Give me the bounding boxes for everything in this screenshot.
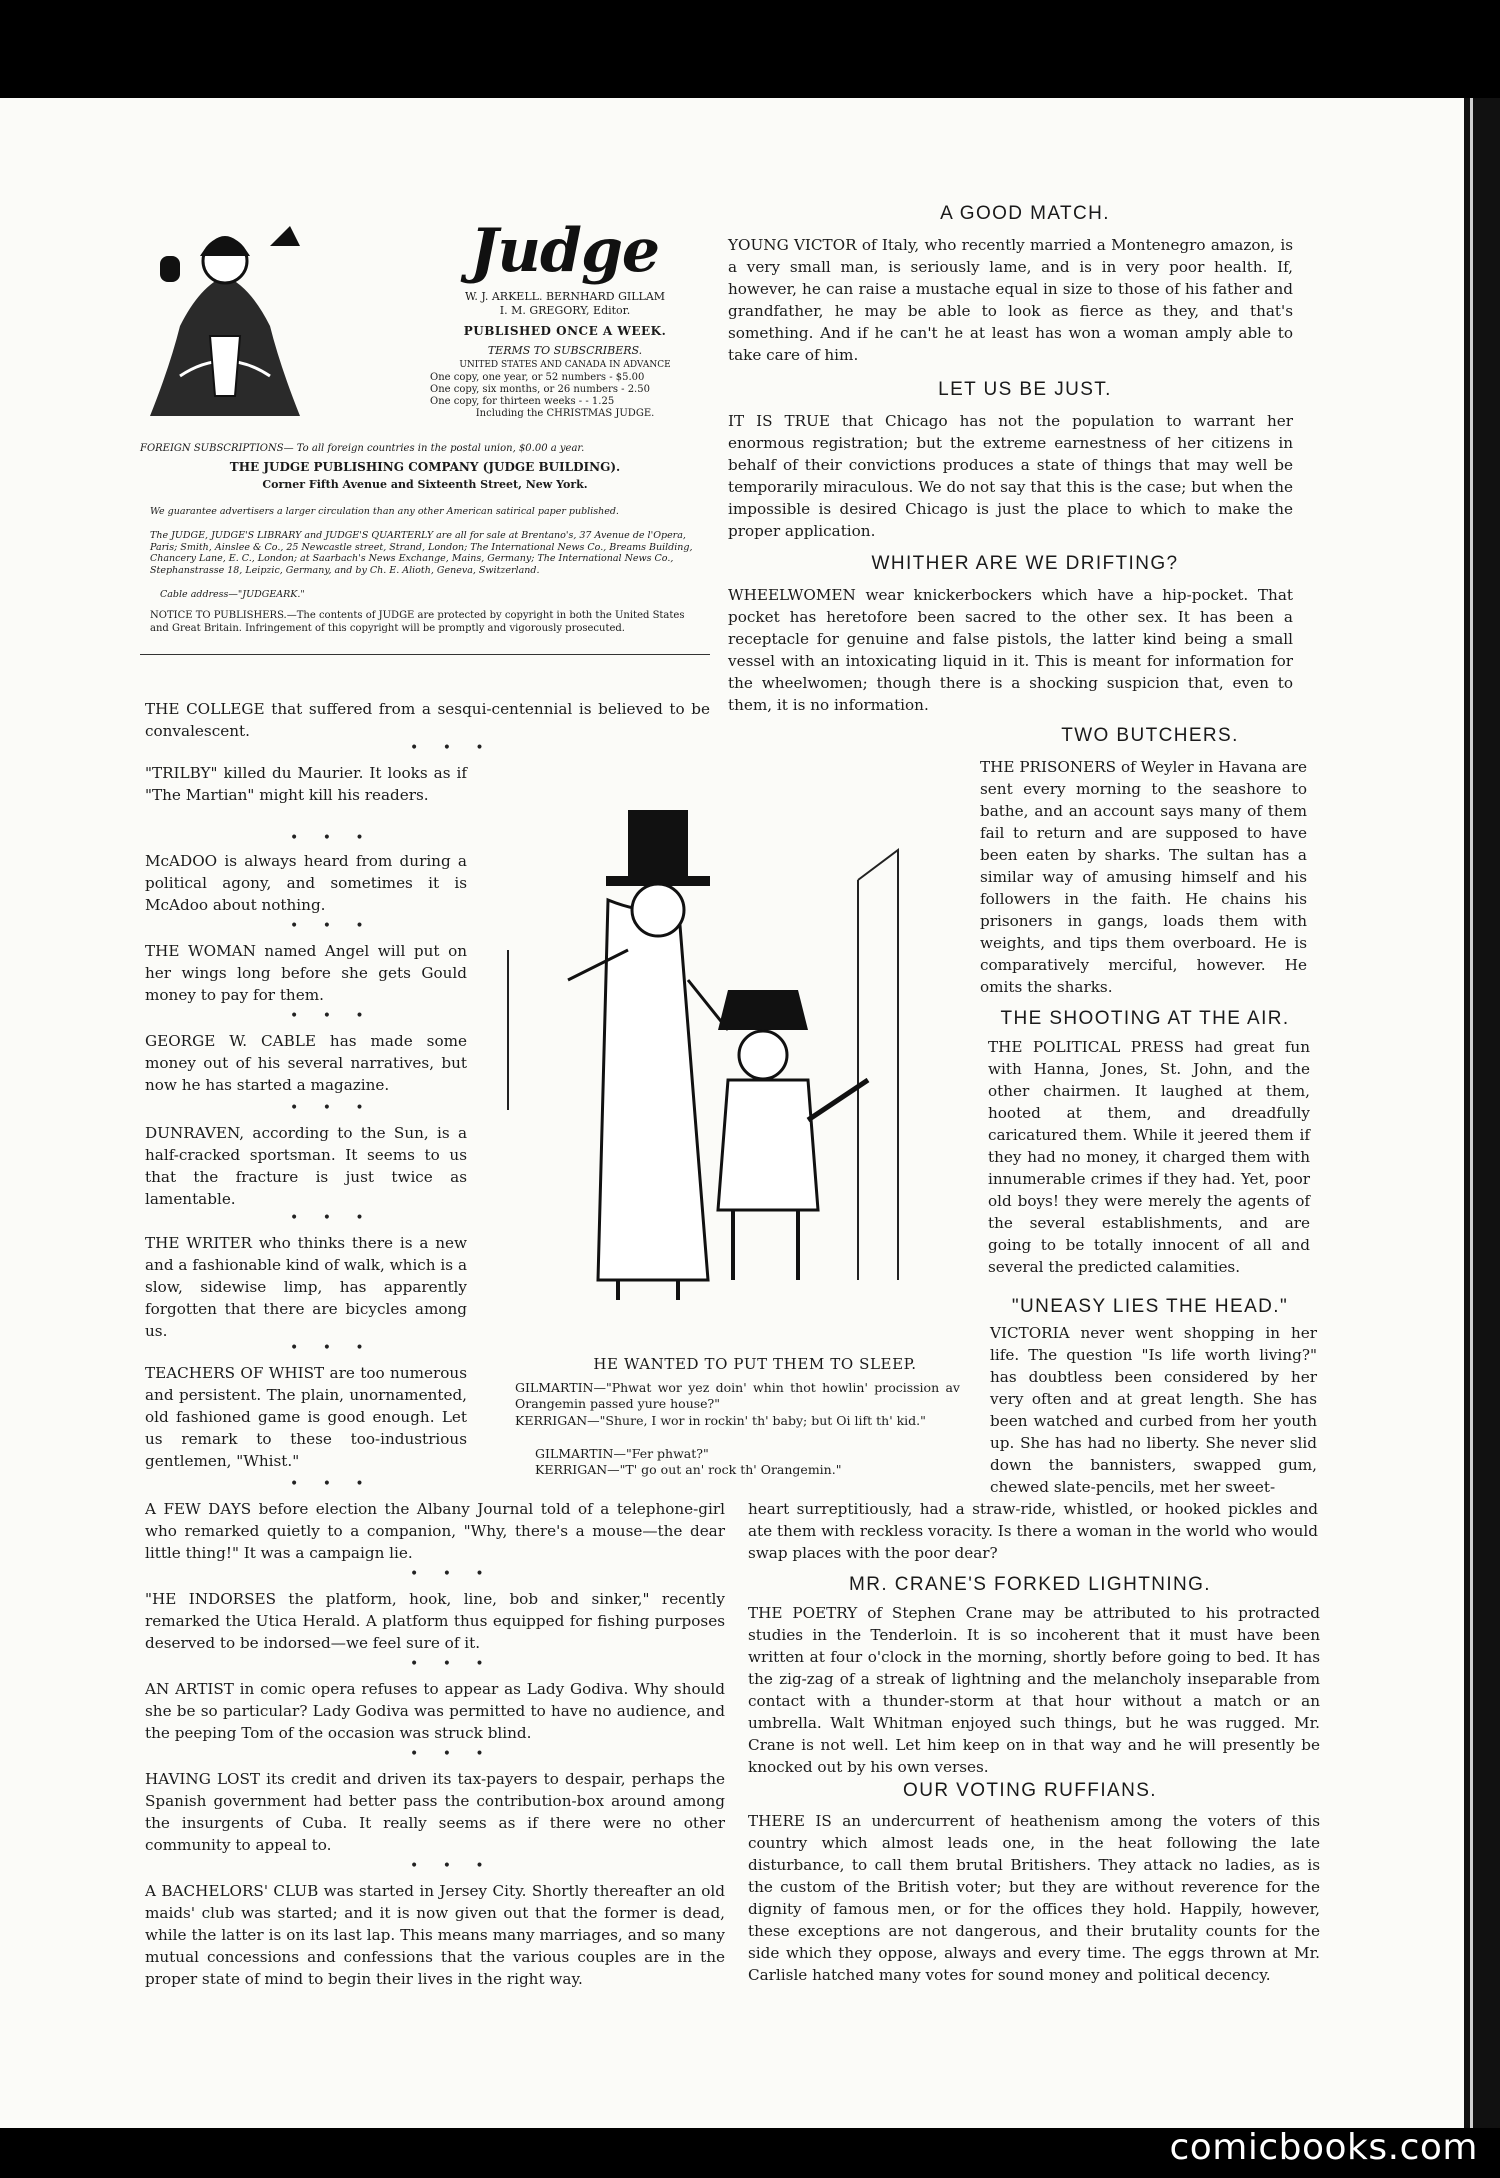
separator-stars: • • • [410,1656,494,1672]
masthead [140,210,710,680]
para-george-cable: GEORGE W. CABLE has made some money out of his several narratives, but now he has started a magazine. [145,1032,467,1094]
watermark-text: comicbooks.com [1169,2127,1478,2168]
heading-shooting-at-air: THE SHOOTING AT THE AIR. [1000,1008,1290,1029]
para-teachers-of-whist: TEACHERS OF WHIST are too numerous and persistent. The plain, unornamented, old fashioned game is good enough. Let us remark to these too-industrious gentlemen, "Whist." [145,1364,467,1470]
text-a-good-match: YOUNG VICTOR of Italy, who recently married a Montenegro amazon, is a very small man, is seriously lame, and is in very poor health. If, however, he can raise a mustache equal in size to those of his father and grandfather, he may be able to look as fierce as they, and that's something. And if he can't he at least has won a woman amply able to take care of him. [728,236,1293,364]
heading-uneasy-lies-the-head: "UNEASY LIES THE HEAD." [1011,1296,1289,1317]
separator-stars: • • • [290,830,374,846]
circulation-guarantee: We guarantee advertisers a larger circulation than any other American satirical paper published. [150,506,619,517]
heading-crane-forked-lightning: MR. CRANE'S FORKED LIGHTNING. [849,1574,1211,1595]
text-voting-ruffians: THERE IS an undercurrent of heathenism among the voters of this country which almost leads one, in the heat following the late disturbance, to call them brutal Britishers. They attack no ladies, as is the custom of the British voter; but they are without reverence for the dignity of famous men, or for the offices they hold. Happily, however, these exceptions are not dangerous, and their brutality counts for the side which they oppose, always and every time. The eggs thrown at Mr. Carlisle hatched many votes for sound money and political decency. [748,1812,1320,1984]
para-having-lost: HAVING LOST its credit and driven its tax-payers to despair, perhaps the Spanish government had better pass the contribution-box around among the insurgents of Cuba. It really seems as if there were no other community to appeal to. [145,1770,725,1854]
terms-line-4: Including the CHRISTMAS JUDGE. [475,408,655,419]
foreign-subscriptions: FOREIGN SUBSCRIPTIONS— To all foreign countries in the postal union, $0.00 a year. [140,443,585,454]
sales-agents: The JUDGE, JUDGE'S LIBRARY and JUDGE'S QUARTERLY are all for sale at Brentano's, 37 Avenue de l'Opera, Paris; Smith, Ainslee & Co., 25 Newcastle street, Strand, London; The International News Co., Breams Building, Chancery Lane, E. C., London; at Saarbach's News Exchange, Mains, Germany; The International News Co., Stephanstrasse 18, Leipzic, Germany, and by Ch. E. Alioth, Geneva, Switzerland. [150,530,693,576]
heading-let-us-be-just: LET US BE JUST. [938,379,1112,400]
terms-line-1: One copy, one year, or 52 numbers - $5.00 [430,372,645,383]
para-bachelors-club: A BACHELORS' CLUB was started in Jersey City. Shortly thereafter an old maids' club was started; and it is now given out that the former is dead, while the latter is on its last lap. This means many marriages, and so many mutual concessions and confessions that the various couples are in the proper state of mind to begin their lives in the right way. [145,1882,725,1988]
notice-to-publishers: NOTICE TO PUBLISHERS.—The contents of JUDGE are protected by copyright in both the United States and Great Britain. Infringement of this copyright will be promptly and vigorously prosecuted. [150,610,685,634]
para-the-writer: THE WRITER who thinks there is a new and a fashionable kind of walk, which is a slow, sidewise limp, has apparently forgotten that there are bicycles among us. [145,1234,467,1340]
separator-stars: • • • [410,1566,494,1582]
separator-stars: • • • [290,1100,374,1116]
heading-two-butchers: TWO BUTCHERS. [1061,725,1239,746]
cartoon-dialogue-3: GILMARTIN—"Fer phwat?" [535,1446,709,1461]
cartoon-dialogue-1: GILMARTIN—"Phwat wor yez doin' whin thot howlin' procission av Orangemin passed yure house?" [515,1380,960,1411]
para-the-college: THE COLLEGE that suffered from a sesqui-centennial is believed to be convalescent. [145,700,710,740]
text-uneasy-lies-the-head: VICTORIA never went shopping in her life. The question "Is life worth living?" has doubtless been considered by her very often and at great length. She has been watched and curbed from her youth up. She has had no liberty. She never slid down the bannisters, swapped gum, chewed slate-pencils, met her sweet- [990,1324,1317,1496]
editors-line-1: W. J. ARKELL. BERNHARD GILLAM [464,290,666,303]
separator-stars: • • • [410,740,494,756]
para-mcadoo: McADOO is always heard from during a political agony, and sometimes it is McAdoo about nothing. [145,852,467,914]
para-the-woman: THE WOMAN named Angel will put on her wings long before she gets Gould money to pay for them. [145,942,467,1004]
terms-title: TERMS TO SUBSCRIBERS. [487,344,643,357]
text-let-us-be-just: IT IS TRUE that Chicago has not the population to warrant her enormous registration; but the extreme earnestness of her citizens in behalf of their convictions produces a state of things that may well be temporarily miraculous. We do not say that this is the case; but when the impossible is desired Chicago is just the place to which to make the proper application. [728,412,1293,540]
heading-voting-ruffians: OUR VOTING RUFFIANS. [903,1780,1157,1801]
separator-stars: • • • [410,1858,494,1874]
separator-stars: • • • [290,1476,374,1492]
text-shooting-at-air: THE POLITICAL PRESS had great fun with Hanna, Jones, St. John, and the other chairmen. It laughed at them, hooted at them, and dreadfully caricatured them. While it jeered them if they had no money, it charged them with innumerable crimes if they had. Yet, poor old boys! they were merely the agents of the several establishments, and are going to be totally innocent of all and several the predicted calamities. [988,1038,1310,1276]
terms-line-2: One copy, six months, or 26 numbers - 2.50 [430,384,650,395]
separator-stars: • • • [410,1746,494,1762]
editors-line-2: I. M. GREGORY, Editor. [499,304,631,317]
separator-stars: • • • [290,1210,374,1226]
cable-address: Cable address—"JUDGEARK." [160,589,305,600]
para-he-indorses: "HE INDORSES the platform, hook, line, bob and sinker," recently remarked the Utica Herald. A platform thus equipped for fishing purposes deserved to be indorsed—we feel sure of it. [145,1590,725,1652]
text-uneasy-lies-the-head-continued: heart surreptitiously, had a straw-ride, whistled, or hooked pickles and ate them with reckless voracity. Is there a woman in the world who would swap places with the poor dear? [748,1500,1318,1562]
cartoon-illustration [478,780,978,1330]
text-two-butchers: THE PRISONERS of Weyler in Havana are sent every morning to the seashore to bathe, and an account says many of them fail to return and are supposed to have been eaten by sharks. The sultan has a similar way of amusing himself and his followers in the faith. He chains his prisoners in gangs, loads them with weights, and tips them overboard. He is comparatively merciful, however. He omits the sharks. [980,758,1307,996]
spine-edge [1470,98,1473,2128]
para-dunraven: DUNRAVEN, according to the Sun, is a half-cracked sportsman. It seems to us that the fracture is just twice as lamentable. [145,1124,467,1208]
publisher-company: THE JUDGE PUBLISHING COMPANY (JUDGE BUILDING). [229,460,621,474]
cartoon-caption-title: HE WANTED TO PUT THEM TO SLEEP. [593,1355,917,1373]
separator-stars: • • • [290,1008,374,1024]
judge-seated-figure-illustration [140,216,310,426]
para-an-artist: AN ARTIST in comic opera refuses to appear as Lady Godiva. Why should she be so particular? Lady Godiva was permitted to have no audience, and the peeping Tom of the occasion was struck blind. [145,1680,725,1742]
masthead-credits [430,290,700,420]
terms-subtitle: UNITED STATES AND CANADA IN ADVANCE [459,360,671,370]
para-trilby: "TRILBY" killed du Maurier. It looks as if "The Martian" might kill his readers. [145,764,467,804]
cartoon-dialogue-2: KERRIGAN—"Shure, I wor in rockin' th' baby; but Oi lift th' kid." [515,1413,926,1428]
text-whither-drifting: WHEELWOMEN wear knickerbockers which have a hip-pocket. That pocket has heretofore been sacred to the other sex. It has been a receptacle for genuine and false pistols, the latter kind being a small vessel with an intoxicating liquid in it. This is meant for information for the wheelwomen; though there is a shocking suspicion that, even to them, it is no information. [728,586,1293,714]
published-weekly: PUBLISHED ONCE A WEEK. [463,324,667,338]
cartoon-dialogue-4: KERRIGAN—"T' go out an' rock th' Orangemin." [535,1462,842,1477]
heading-whither-drifting: WHITHER ARE WE DRIFTING? [871,553,1179,574]
terms-line-3: One copy, for thirteen weeks - - 1.25 [430,396,615,407]
separator-stars: • • • [290,918,374,934]
judge-logo: Judge [470,216,660,286]
publisher-address: Corner Fifth Avenue and Sixteenth Street, New York. [262,478,588,491]
separator-stars: • • • [290,1340,374,1356]
heading-a-good-match: A GOOD MATCH. [940,203,1110,224]
masthead-rule [140,654,710,655]
para-a-few-days: A FEW DAYS before election the Albany Journal told of a telephone-girl who remarked quietly to a companion, "Why, there's a mouse—the dear little thing!" It was a campaign lie. [145,1500,725,1562]
text-crane-forked-lightning: THE POETRY of Stephen Crane may be attributed to his protracted studies in the Tenderloin. It is so incoherent that it must have been written at four o'clock in the morning, shortly before going to bed. It has the zig-zag of a streak of lightning and the melancholy inseparable from contact with a thunder-storm at that hour without a match or an umbrella. Walt Whitman enjoyed such things, but he was rugged. Mr. Crane is not well. Let him keep on in that way and he will presently be knocked out by his own verses. [748,1604,1320,1776]
